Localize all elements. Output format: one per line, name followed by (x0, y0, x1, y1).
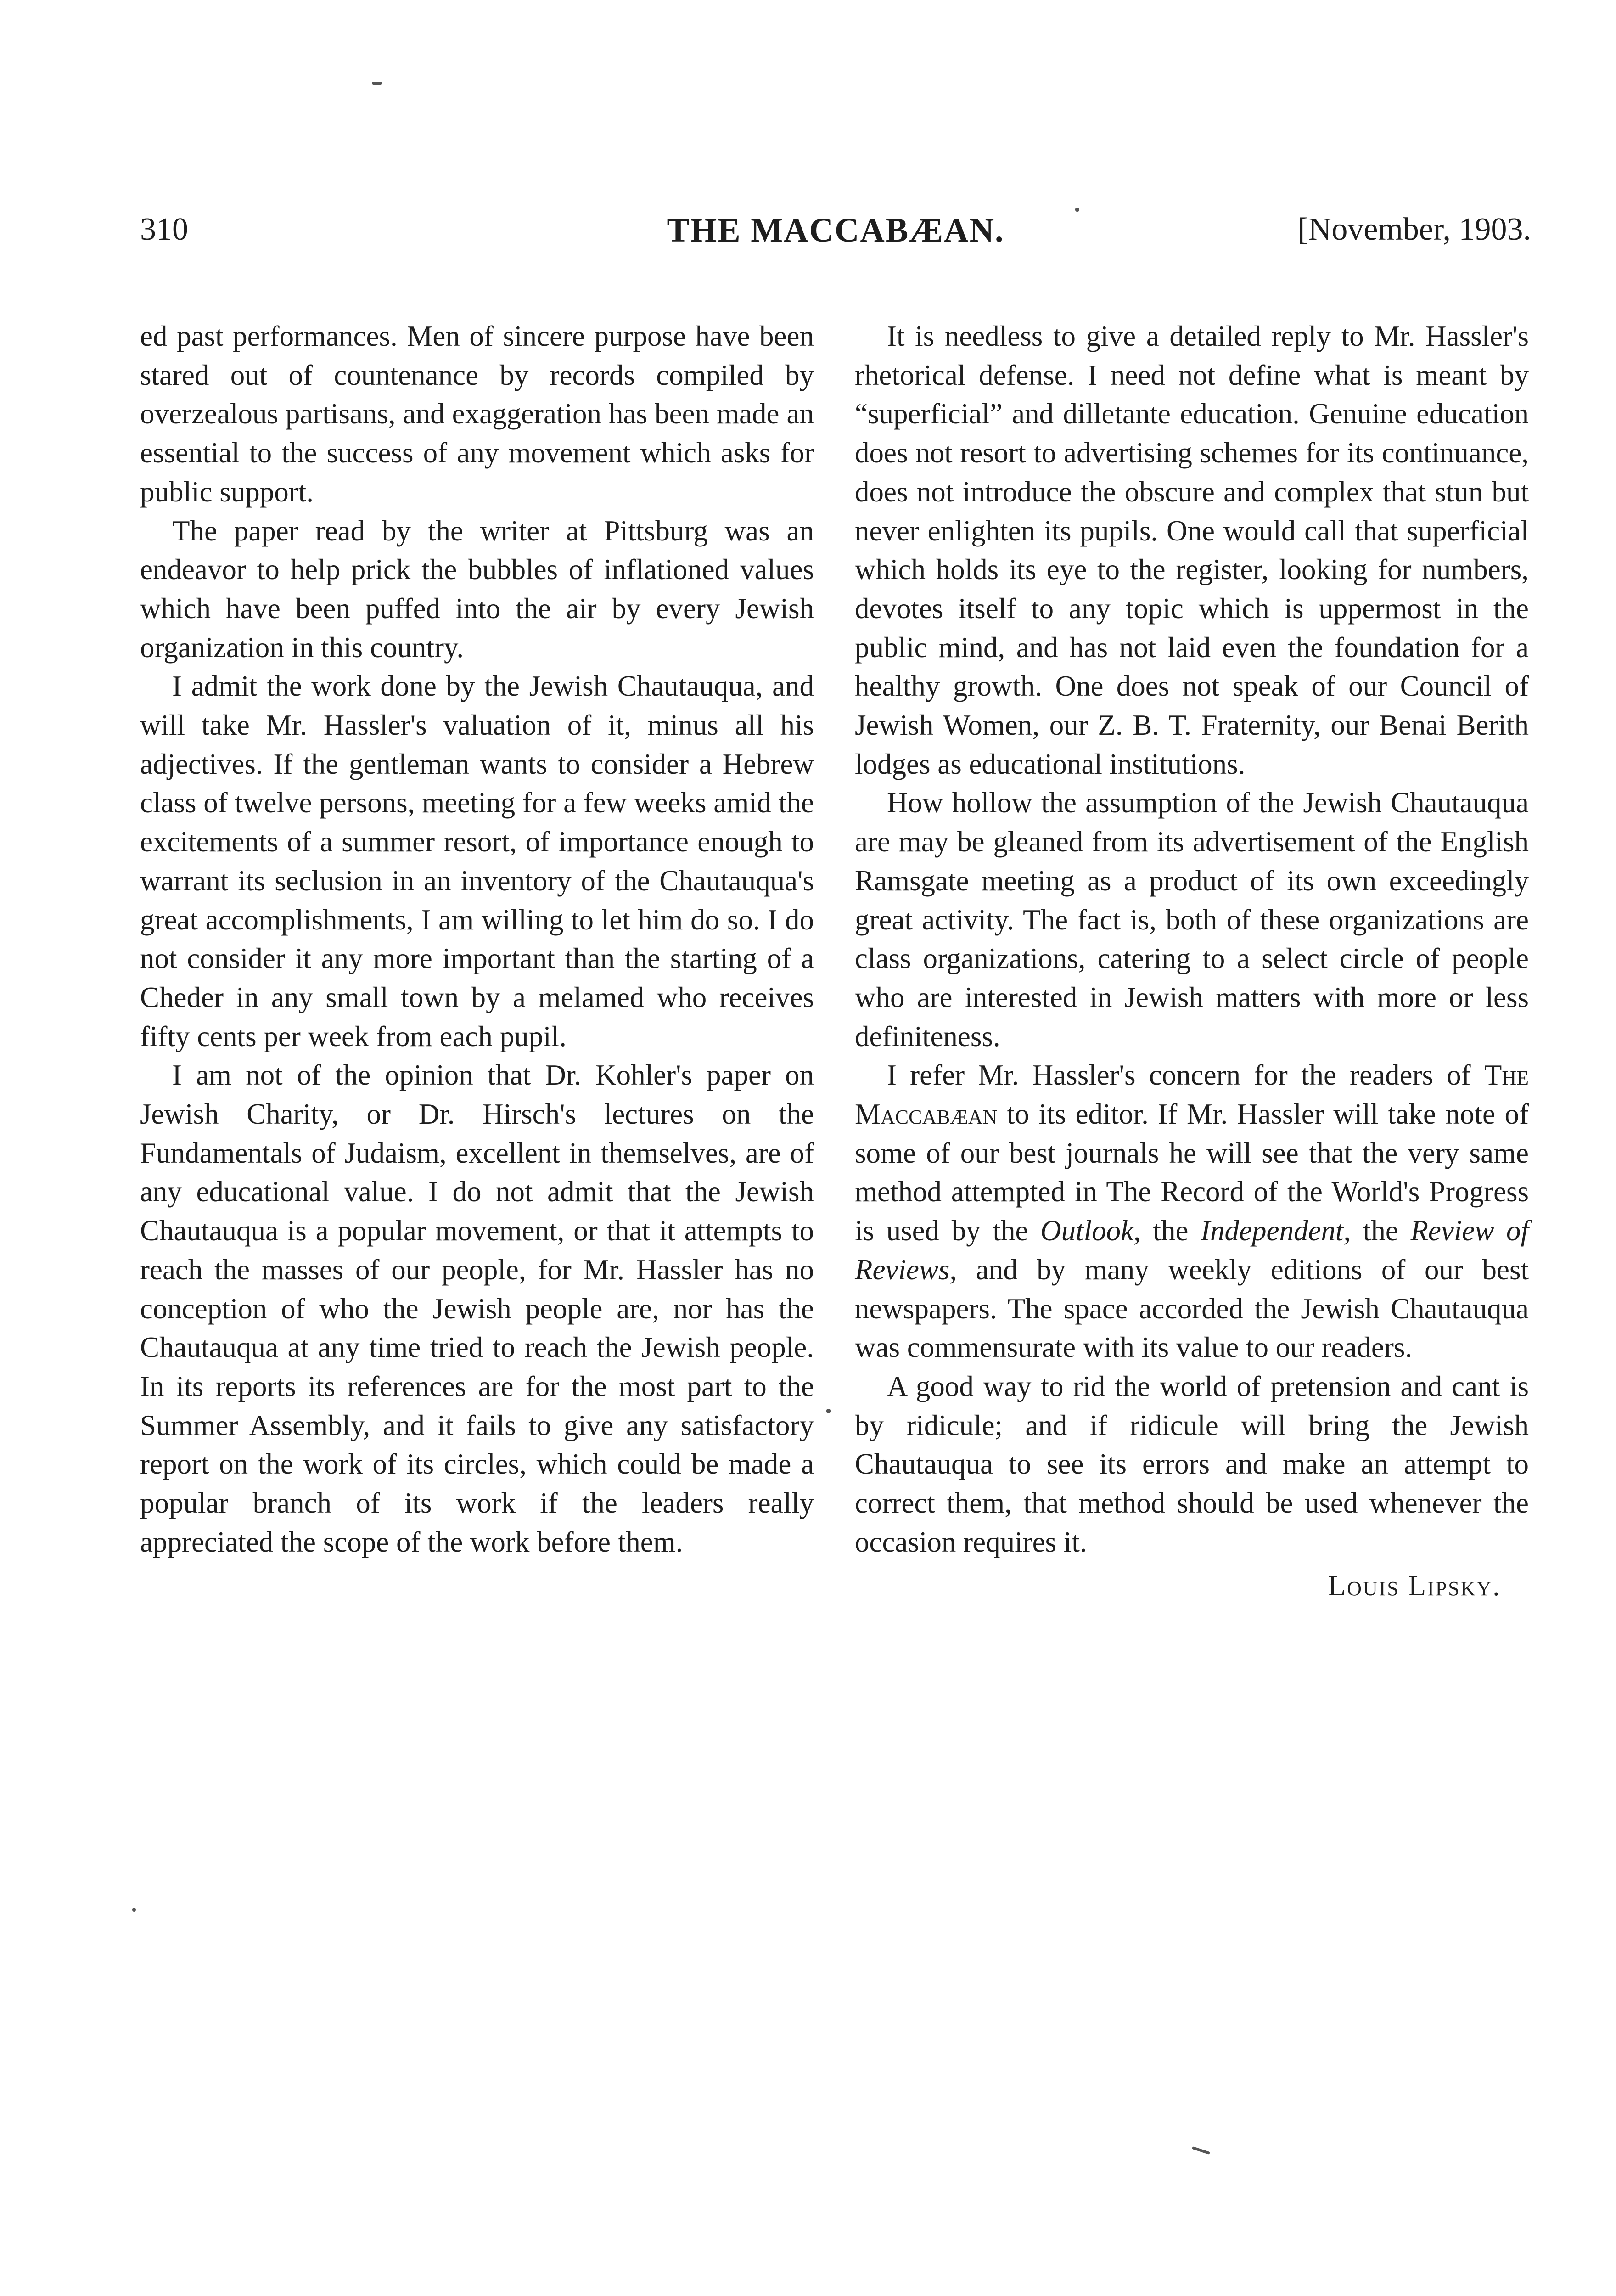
left-paragraph-3: I admit the work done by the Jewish Chautauqua, and will take Mr. Hassler's valuation of it, minus all his adjectives. If the gentleman wants to consider a Hebrew class of twelve persons, meeting for a few weeks amid the excitements of a summer resort, of importance enough to warrant its seclusion in an inventory of the Chautauqua's great accomplishments, I am willing to let him do so. I do not consider it any more important than the starting of a Cheder in any small town by a melamed who receives fifty cents per week from each pupil. (140, 670, 814, 1052)
page-number: 310 (140, 212, 188, 247)
right-paragraph-1: It is needless to give a detailed reply to Mr. Hassler's rhetorical defense. I need not define what is meant by “superficial” and dilletante education. Genuine education does not resort to advertising schemes for its continuance, does not introduce the obscure and complex that stun but never enlighten its pupils. One would call that superficial which holds its eye to the register, looking for numbers, devotes itself to any topic which is uppermost in the public mind, and has not laid even the foundation for a healthy growth. One does not speak of our Council of Jewish Women, our Z. B. T. Fraternity, our Benai Berith lodges as educational institutions. (855, 320, 1529, 780)
running-header (140, 202, 1531, 257)
p3-text-b: to its editor. If Mr. Hassler will take note of some of our best journals he will see that the very same method attempted in The Record of the World's Progress is used by the (855, 1098, 1529, 1247)
review-of-reviews-title: Review of Reviews, (855, 1215, 1529, 1286)
p3-text-a: I refer Mr. Hassler's concern for the readers of (887, 1059, 1484, 1092)
author-signature: Louis Lipsky. (1328, 1569, 1501, 1602)
print-speck (1075, 208, 1079, 212)
issue-date: [November, 1903. (1297, 212, 1531, 247)
journal-name-inline: The Maccabæan (855, 1059, 1529, 1131)
left-paragraph-4: I am not of the opinion that Dr. Kohler's paper on Jewish Charity, or Dr. Hirsch's lectures on the Fundamentals of Judaism, excellent in themselves, are of any educational value. I do not admit that the Jewish Chautauqua is a popular movement, or that it attempts to reach the masses of our people, for Mr. Hassler has no conception of who the Jewish people are, nor has the Chautauqua at any time tried to reach the Jewish people. In its reports its references are for the most part to the Summer Assembly, and it fails to give any satisfactory report on the work of its circles, which could be made a popular branch of its work if the leaders really appreciated the scope of the work before them. (140, 1059, 814, 1558)
right-paragraph-3 (855, 1056, 1529, 1367)
print-speck (372, 82, 382, 85)
right-paragraph-4: A good way to rid the world of pretension and cant is by ridicule; and if ridicule will bring the Jewish Chautauqua to see its errors and make an attempt to correct them, that method should be used whenever the occasion requires it. (855, 1370, 1529, 1558)
print-speck (132, 1908, 136, 1912)
p3-text-d: the (1351, 1215, 1411, 1247)
left-column (140, 317, 814, 1562)
print-speck (826, 1409, 831, 1413)
journal-title: THE MACCABÆAN. (667, 212, 1004, 249)
independent-title: Independent, (1201, 1215, 1351, 1247)
right-paragraph-2: How hollow the assumption of the Jewish Chautauqua are may be gleaned from its advertisement of the English Ramsgate meeting as a product of its own exceedingly great activity. The fact is, both of these organizations are class organizations, catering to a select circle of people who are interested in Jewish matters with more or less definiteness. (855, 787, 1529, 1052)
right-column (855, 317, 1529, 1605)
outlook-title: Outlook, (1040, 1215, 1141, 1247)
p3-text-e: and by many weekly editions of our best newspapers. The space accorded the Jewish Chautauqua was commensurate with its value to our readers. (855, 1253, 1529, 1364)
left-paragraph-1: ed past performances. Men of sincere purpose have been stared out of countenance by records compiled by overzealous partisans, and exaggeration has been made an essential to the success of any movement which asks for public support. (140, 320, 814, 508)
print-speck (1192, 2146, 1210, 2155)
left-paragraph-2: The paper read by the writer at Pittsburg was an endeavor to help prick the bubbles of inflationed values which have been puffed into the air by every Jewish organization in this country. (140, 514, 814, 664)
p3-text-c: the (1140, 1215, 1201, 1247)
